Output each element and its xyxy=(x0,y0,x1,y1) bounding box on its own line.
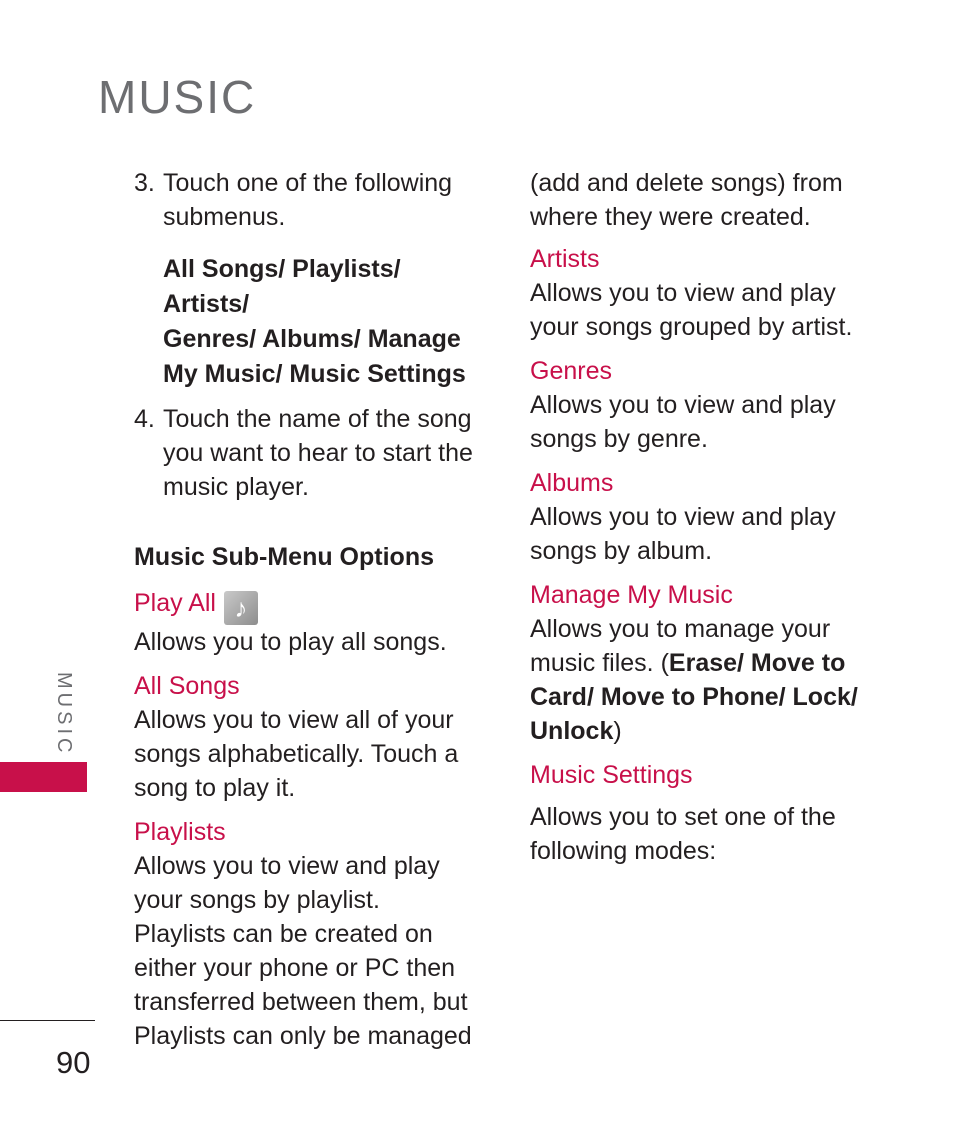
options-list: Erase/ Move to Card/ Move to Phone/ Lock/ Unlock xyxy=(530,649,858,745)
term-label: Play All xyxy=(134,589,216,617)
music-note-icon: ♪ xyxy=(224,591,258,625)
description: Allows you to view and play your songs by playlist. xyxy=(134,852,440,914)
left-column xyxy=(134,166,484,1053)
paren: ) xyxy=(613,717,622,745)
description: Playlists can be created on either your phone or PC then transferred between them, but Playlists can only be managed xyxy=(134,920,472,1050)
submenu-list-line: Genres/ Albums/ Manage xyxy=(163,325,461,353)
step-number: 3. xyxy=(134,169,155,197)
description: Allows you to view and play songs by album. xyxy=(530,503,836,565)
term-manage-my-music: Manage My Music xyxy=(530,581,733,609)
section-heading: Music Sub-Menu Options xyxy=(134,543,434,571)
paren: ( xyxy=(660,649,669,677)
submenu-list-line: My Music/ Music Settings xyxy=(163,360,466,388)
term-play-all xyxy=(134,586,484,625)
side-tab-label: MUSIC xyxy=(53,672,75,757)
term-albums: Albums xyxy=(530,469,614,497)
description xyxy=(530,612,890,748)
term-playlists: Playlists xyxy=(134,818,226,846)
description: Allows you to view all of your songs alphabetically. Touch a song to play it. xyxy=(134,706,459,802)
submenu-list xyxy=(163,252,484,392)
term-artists: Artists xyxy=(530,245,600,273)
footer-divider xyxy=(0,1020,95,1021)
step-number: 4. xyxy=(134,405,155,433)
description: Allows you to view and play your songs grouped by artist. xyxy=(530,279,853,341)
term-music-settings: Music Settings xyxy=(530,761,693,789)
description-text: Allows you to manage your music files. xyxy=(530,615,831,677)
right-column xyxy=(530,166,890,868)
step-text: Touch one of the following submenus. xyxy=(163,169,453,231)
term-all-songs: All Songs xyxy=(134,672,240,700)
step-3 xyxy=(134,166,484,234)
description-continued: (add and delete songs) from where they were created. xyxy=(530,169,843,231)
step-4 xyxy=(134,402,484,504)
submenu-list-line: All Songs/ Playlists/ Artists/ xyxy=(163,255,401,318)
description: Allows you to set one of the following modes: xyxy=(530,803,836,865)
term-genres: Genres xyxy=(530,357,612,385)
page-number: 90 xyxy=(56,1045,91,1080)
step-text: Touch the name of the song you want to hear to start the music player. xyxy=(163,405,473,501)
side-tab-bar xyxy=(0,762,87,792)
description: Allows you to play all songs. xyxy=(134,628,447,656)
page-title: MUSIC xyxy=(98,71,257,123)
description: Allows you to view and play songs by genre. xyxy=(530,391,836,453)
